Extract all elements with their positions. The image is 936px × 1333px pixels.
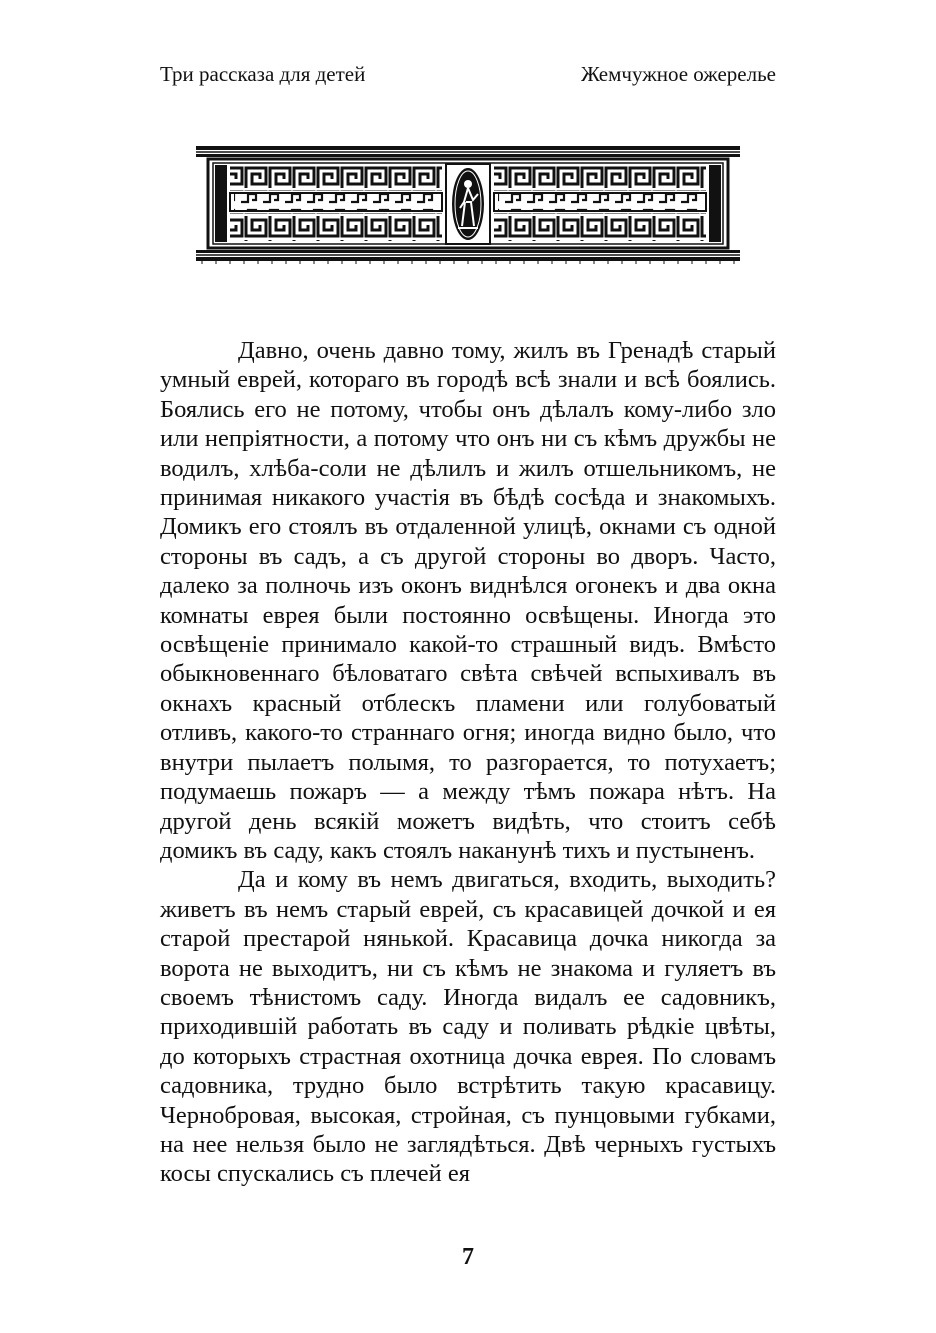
- paragraph: Да и кому въ немъ двигаться, входить, выходить? живетъ въ немъ старый еврей, съ красавицей дочкой и ея старой престарой нянькой. Красавица дочка никогда за ворота не выходитъ, ни съ кѣмъ не знакома и гуляетъ въ своемъ тѣнистомъ саду. Иногда видалъ ее садовникъ, приходившій работать въ саду и поливать рѣдкіе цвѣты, до которыхъ страстная охотница дочка еврея. По словамъ садовника, трудно было встрѣтить такую красавицу. Чернобровая, высокая, стройная, съ пунцовыми губками, на нее нельзя было не заглядѣться. Двѣ черныхъ густыхъ косы спускались съ плечей ея: [160, 866, 776, 1188]
- figure-medallion-icon: [446, 164, 490, 244]
- page-number: 7: [462, 1244, 474, 1270]
- greek-key-ornament-icon: [196, 142, 740, 264]
- running-head-right: Жемчужное ожерелье: [581, 62, 776, 86]
- paragraph: Давно, очень давно тому, жилъ въ Гренадѣ старый умный еврей, котораго въ городѣ всѣ знали и всѣ боялись. Боялись его не потому, чтобы онъ дѣлалъ кому-либо зло или непріятности, а потому что онъ ни съ кѣмъ дружбы не водилъ, хлѣба-соли не дѣлилъ и жилъ отшельникомъ, не принимая никакого участія въ бѣдѣ сосѣда и знакомыхъ. Домикъ его стоялъ въ отдаленной улицѣ, окнами съ одной стороны въ садъ, а съ другой стороны во дворъ. Часто, далеко за полночь изъ оконъ виднѣлся огонекъ и два окна комнаты еврея были постоянно освѣщены. Иногда это освѣщеніе принимало какой-то страшный видъ. Вмѣсто обыкновеннаго бѣловатаго свѣта свѣчей вспыхивалъ въ окнахъ красный отблескъ пламени или голубоватый отливъ, какого-то страннаго огня; иногда видно было, что внутри пылаетъ полымя, то разгорается, то потухаетъ; подумаешь пожаръ — а между тѣмъ пожара нѣтъ. На другой день всякій можетъ видѣть, что стоитъ себѣ домикъ въ саду, какъ стоялъ наканунѣ тихъ и пустыненъ.: [160, 337, 776, 864]
- running-head-left: Три рассказа для детей: [160, 62, 366, 86]
- body-text: [160, 336, 776, 1189]
- running-head: [160, 62, 776, 88]
